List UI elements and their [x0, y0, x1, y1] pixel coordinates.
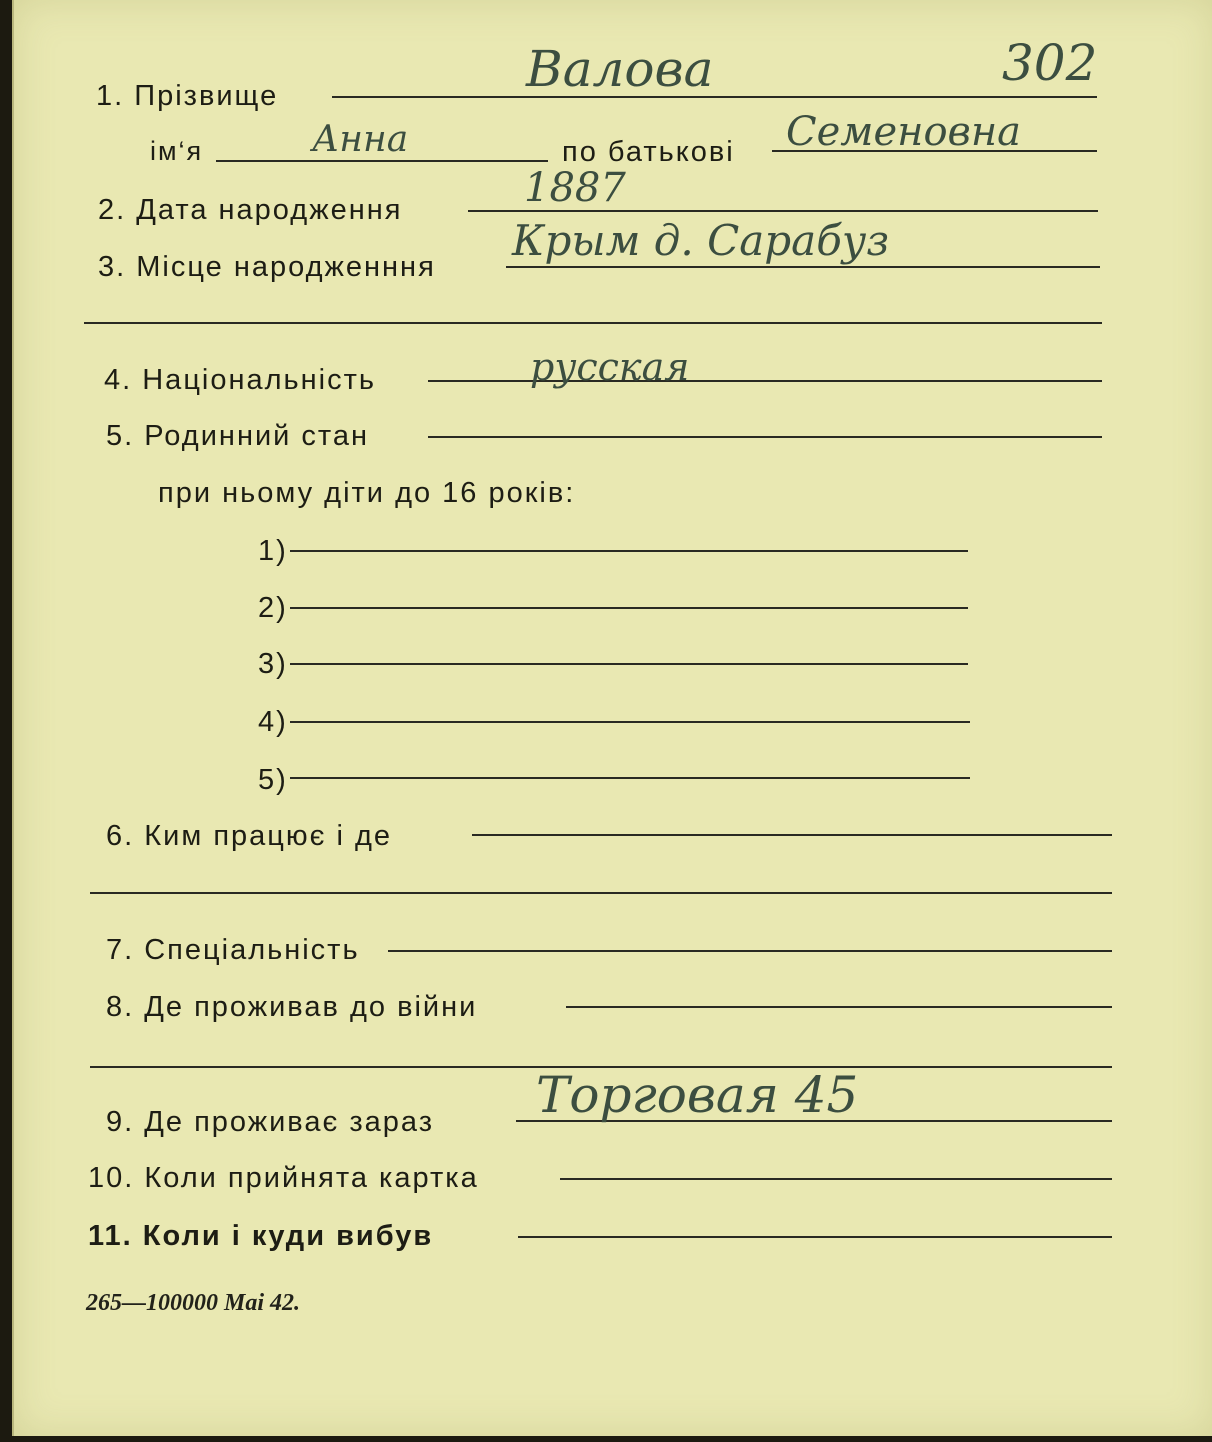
label-surname: 1. Прізвище: [96, 80, 279, 112]
field-surname-line: [332, 96, 1097, 98]
label-children: при ньому діти до 16 років:: [158, 477, 576, 509]
current-address-handwritten: Торговая 45: [536, 1066, 859, 1124]
label-child-4: 4): [258, 706, 288, 738]
field-marital-status-line: [428, 436, 1102, 438]
label-name: ім‘я: [150, 136, 204, 166]
label-current-residence: 9. Де проживає зараз: [106, 1106, 435, 1138]
registration-card: [12, 0, 1212, 1436]
label-birth-date: 2. Дата народження: [98, 194, 403, 226]
field-name-line: [216, 160, 548, 162]
label-child-5: 5): [258, 764, 288, 796]
field-speciality-line: [388, 950, 1112, 952]
label-child-1: 1): [258, 535, 288, 567]
label-child-2: 2): [258, 592, 288, 624]
label-prewar-residence: 8. Де проживав до війни: [106, 991, 478, 1023]
birthplace-handwritten: Крым д. Сарабуз: [512, 216, 890, 265]
card-number-handwritten: 302: [1002, 34, 1098, 92]
field-birthplace-line: [506, 266, 1100, 268]
field-child-5-line: [290, 777, 970, 779]
field-occupation-line-2: [90, 892, 1112, 894]
label-patronymic: по батькові: [562, 136, 735, 168]
patronymic-handwritten: Семеновна: [786, 109, 1022, 155]
field-departed-line: [518, 1236, 1112, 1238]
field-child-3-line: [290, 663, 968, 665]
label-card-accepted: 10. Коли прийнята картка: [88, 1162, 479, 1194]
label-child-3: 3): [258, 648, 288, 680]
label-birthplace: 3. Місце народженння: [98, 251, 436, 283]
name-handwritten: Анна: [312, 119, 409, 160]
print-code: 265—100000 Mai 42.: [86, 1290, 301, 1316]
field-occupation-line: [472, 834, 1112, 836]
label-occupation: 6. Ким працює і де: [106, 820, 393, 852]
field-birthplace-line-2: [84, 322, 1102, 324]
surname-handwritten: Валова: [526, 40, 714, 98]
label-departed: 11. Коли і куди вибув: [88, 1220, 434, 1252]
field-child-2-line: [290, 607, 968, 609]
field-prewar-residence-line: [566, 1006, 1112, 1008]
field-card-accepted-line: [560, 1178, 1112, 1180]
label-speciality: 7. Спеціальність: [106, 934, 360, 966]
birth-year-handwritten: 1887: [524, 165, 626, 211]
field-child-1-line: [290, 550, 968, 552]
label-marital-status: 5. Родинний стан: [106, 420, 370, 452]
label-nationality: 4. Національність: [104, 364, 377, 396]
nationality-handwritten: русская: [530, 345, 690, 389]
field-child-4-line: [290, 721, 970, 723]
